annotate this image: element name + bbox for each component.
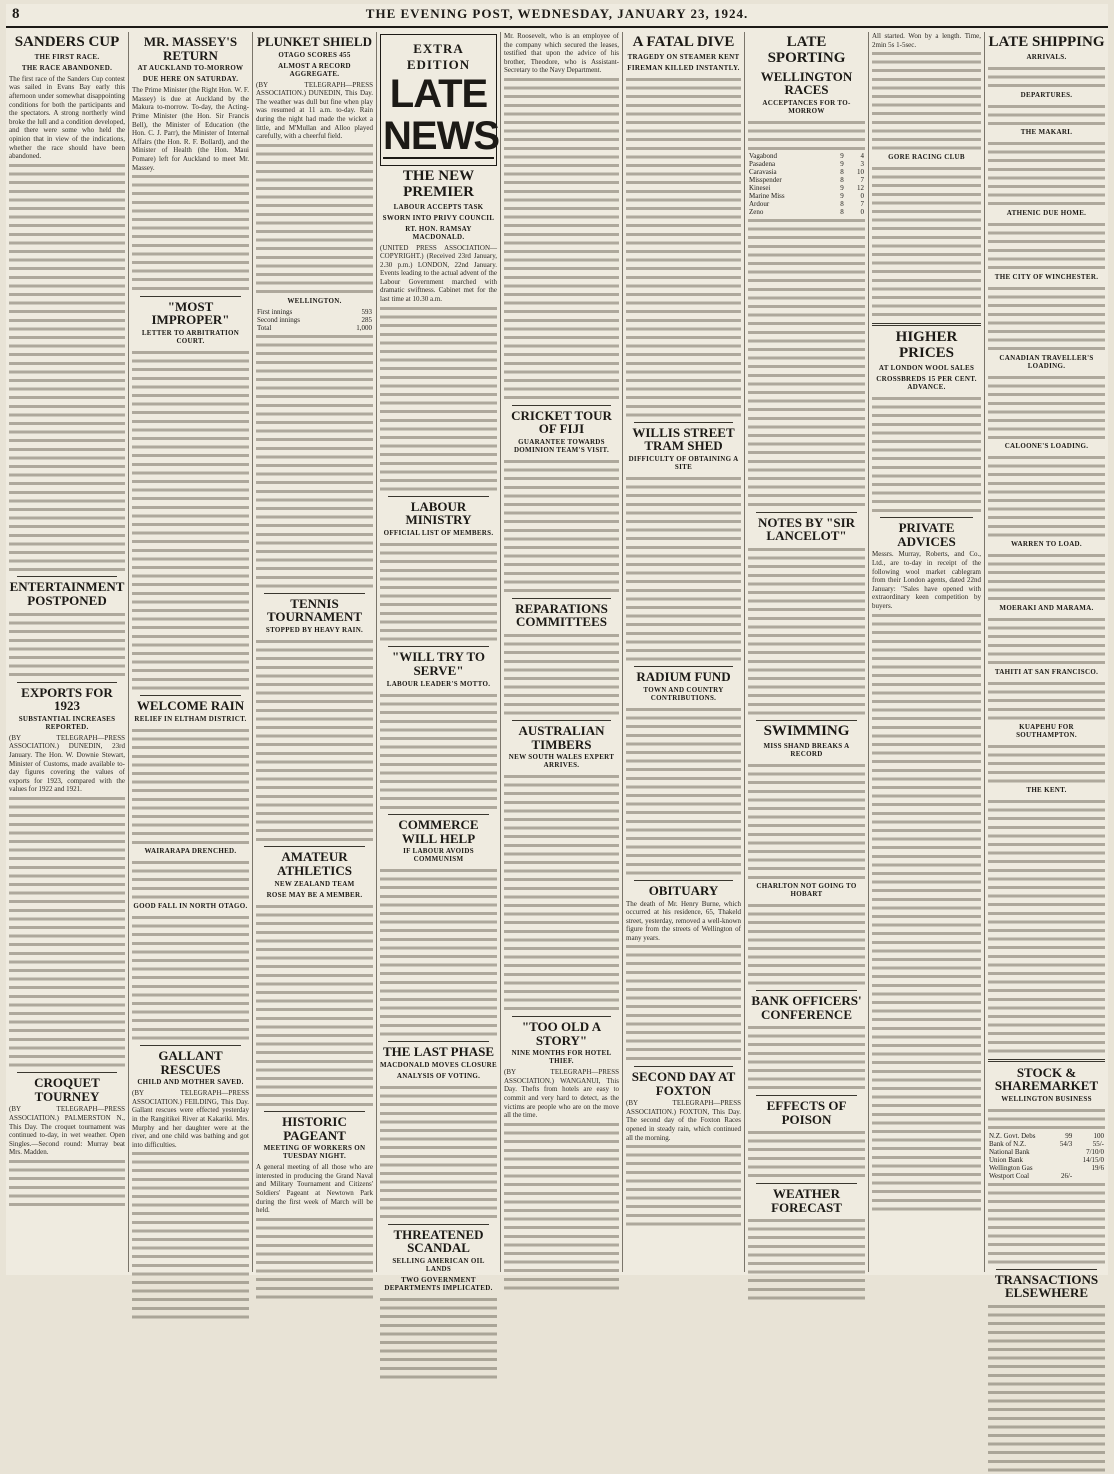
table-cell: 54/3 <box>1059 1139 1073 1148</box>
table-cell: 9 <box>840 152 844 161</box>
table-cell: Westport Coal <box>989 1171 1030 1180</box>
table-cell: 4 <box>860 152 864 161</box>
headline-tram-shed: WILLIS STREET TRAM SHED <box>632 424 735 454</box>
body-text <box>256 637 373 843</box>
table-cell <box>1073 1172 1105 1180</box>
headline-massey: MR. MASSEY'S RETURN <box>143 34 238 63</box>
table-row <box>988 1140 1105 1148</box>
column-2 <box>129 32 253 1272</box>
table-cell: 8 <box>840 208 844 217</box>
subhead: TOWN AND COUNTRY CONTRIBUTIONS. <box>643 685 724 702</box>
body-text <box>256 141 373 296</box>
body-text <box>504 457 619 595</box>
table-row <box>748 200 865 208</box>
table-cell: 1,000 <box>356 323 372 332</box>
subhead: TRAGEDY ON STEAMER KENT <box>627 52 740 61</box>
body-text <box>988 1106 1105 1132</box>
body-text <box>748 216 865 508</box>
headline-fatal-dive: A FATAL DIVE <box>632 34 735 50</box>
table-cell: Pasadena <box>749 160 776 169</box>
subhead: THE KENT. <box>1026 785 1067 794</box>
headline-radium-fund: RADIUM FUND <box>636 669 731 685</box>
headline-welcome-rain: WELCOME RAIN <box>136 697 245 713</box>
table-cell: 26/- <box>1060 1171 1073 1180</box>
table-row <box>748 168 865 176</box>
subhead: ACCEPTANCES FOR TO-MORROW <box>762 98 851 115</box>
subhead: CHILD AND MOTHER SAVED. <box>137 1078 244 1087</box>
table-cell: 7/10/0 <box>1086 1147 1104 1156</box>
headline-cricket-fiji: CRICKET TOUR OF FIJI <box>511 407 612 437</box>
body-text <box>626 474 741 663</box>
body-text <box>988 284 1105 353</box>
subhead: ATHENIC DUE HOME. <box>1006 209 1087 218</box>
table-cell: Caravasia <box>749 168 777 177</box>
subhead: STOPPED BY HEAVY RAIN. <box>265 625 364 634</box>
body-text <box>988 679 1105 722</box>
table-row <box>748 160 865 168</box>
headline-higher-prices: HIGHER PRICES <box>895 329 958 361</box>
table-cell: N.Z. Govt. Debs <box>989 1131 1036 1140</box>
table-row <box>748 184 865 192</box>
body-text <box>132 913 249 1042</box>
headline-plunket-shield: PLUNKET SHIELD <box>257 34 372 49</box>
subhead: DIFFICULTY OF OBTAINING A SITE <box>628 455 739 472</box>
table-cell: Zeno <box>749 208 764 217</box>
body-text <box>988 797 1105 1055</box>
table-cell: 8 <box>840 200 844 209</box>
subhead: NEW SOUTH WALES EXPERT ARRIVES. <box>508 753 615 770</box>
headline-late-shipping: LATE SHIPPING <box>988 34 1105 50</box>
table-cell: 12 <box>857 184 864 193</box>
table-cell: 3 <box>860 160 864 169</box>
body-text <box>9 610 125 679</box>
table-cell: Vagabond <box>749 152 777 161</box>
body-text <box>748 118 865 152</box>
article-text: (BY TELEGRAPH—PRESS ASSOCIATION.) FOXTON, This Day. The second day of the Foxton Races opened in steady rain, which continued all the morning. <box>626 1099 741 1142</box>
article-text: (BY TELEGRAPH—PRESS ASSOCIATION.) DUNEDIN, 23rd January. The Hon. W. Downie Stewart, Minister of Customs, made available to-day figures covering the values of exports for 1923, compared with the values for 1922 and 1921. <box>9 733 125 794</box>
body-text <box>988 1302 1105 1474</box>
subhead: AT LONDON WOOL SALES <box>878 363 975 372</box>
table-cell: Union Bank <box>989 1155 1024 1164</box>
table-cell: 7 <box>860 200 864 209</box>
body-text <box>256 1215 373 1301</box>
headline-reparations: REPARATIONS COMMITTEES <box>515 600 608 630</box>
subhead: ROSE MAY BE A MEMBER. <box>266 890 363 899</box>
subhead: DEPARTURES. <box>1020 90 1073 99</box>
subhead: LABOUR ACCEPTS TASK <box>393 202 484 211</box>
body-text <box>380 1083 497 1221</box>
headline-new-premier: THE NEW PREMIER <box>402 168 475 200</box>
subhead: MOERAKI AND MARAMA. <box>999 603 1094 612</box>
body-text <box>380 304 497 493</box>
table-row <box>988 1132 1105 1140</box>
body-text <box>380 866 497 1038</box>
body-text <box>9 794 125 1069</box>
body-text <box>748 761 865 881</box>
table-row <box>748 176 865 184</box>
subhead: SWORN INTO PRIVY COUNCIL <box>382 213 495 222</box>
subhead: CALOONE'S LOADING. <box>1004 442 1089 451</box>
body-text <box>132 172 249 292</box>
headline-effects-of-poison: EFFECTS OF POISON <box>766 1098 847 1127</box>
table-cell <box>1054 1156 1074 1164</box>
table-row <box>748 152 865 160</box>
body-text <box>9 1157 125 1209</box>
body-text <box>132 726 249 846</box>
table-cell: 285 <box>361 315 372 324</box>
headline-bank-officers: BANK OFFICERS' CONFERENCE <box>751 992 862 1022</box>
table-cell: Misspender <box>749 176 782 185</box>
body-text <box>380 1295 497 1381</box>
headline-gallant-rescues: GALLANT RESCUES <box>158 1047 223 1077</box>
headline-labour-ministry: LABOUR MINISTRY <box>405 498 472 528</box>
body-text <box>988 64 1105 90</box>
headline-most-improper: "MOST IMPROPER" <box>151 298 230 328</box>
article-text: The Prime Minister (the Right Hon. W. F. Massey) is due at Auckland by the Makura to-morrow. To-day, the Acting-Prime Minister (the Hon. Sir Francis Bell), the Minister of Education (the Hon. C. J. Parr), the Minister of Internal Affairs (the Hon. R. F. Bollard), and the Minister of Health (the Hon. Maui Pomare) left for Auckland to meet Mr. Massey. <box>132 86 249 172</box>
subhead: GORE RACING CLUB <box>888 153 965 162</box>
subhead: GOOD FALL IN NORTH OTAGO. <box>133 901 248 910</box>
body-text <box>504 772 619 1013</box>
extra-edition: EXTRA EDITION <box>406 41 471 72</box>
body-text <box>988 453 1105 539</box>
table-cell: 19/6 <box>1091 1163 1104 1172</box>
table-cell: 9 <box>840 184 844 193</box>
subhead: OFFICIAL LIST OF MEMBERS. <box>383 529 494 538</box>
column-8 <box>869 32 985 1272</box>
subhead: CHARLTON NOT GOING TO HOBART <box>756 881 857 898</box>
headline-swimming: SWIMMING <box>763 722 850 739</box>
headline-threatened-scandal: THREATENED SCANDAL <box>393 1226 484 1256</box>
table-row <box>748 208 865 216</box>
column-9 <box>985 32 1108 1301</box>
subhead: SELLING AMERICAN OIL LANDS <box>392 1256 485 1273</box>
subhead: MISS SHAND BREAKS A RECORD <box>763 741 850 758</box>
table-cell: Marine Miss <box>749 192 785 201</box>
body-text <box>748 1216 865 1302</box>
body-text <box>988 742 1105 785</box>
table-cell: 593 <box>361 307 372 316</box>
subhead: RELIEF IN ELTHAM DISTRICT. <box>134 714 247 723</box>
subhead: NINE MONTHS FOR HOTEL THIEF. <box>511 1049 612 1066</box>
table-cell: 55/- <box>1092 1139 1104 1148</box>
subhead: LABOUR LEADER'S MOTTO. <box>386 679 491 688</box>
headline-entertainment: ENTERTAINMENT POSTPONED <box>9 579 125 609</box>
subhead: DUE HERE ON SATURDAY. <box>142 75 239 84</box>
table-cell: 0 <box>860 208 864 217</box>
table-row <box>256 324 373 332</box>
subhead: OTAGO SCORES 455 <box>278 50 351 59</box>
body-text <box>380 691 497 811</box>
body-text <box>132 348 249 692</box>
headline-exports: EXPORTS FOR 1923 <box>21 684 113 714</box>
table-cell: 99 <box>1065 1131 1073 1140</box>
subhead: THE CITY OF WINCHESTER. <box>994 272 1099 281</box>
body-text <box>988 1180 1105 1266</box>
body-text <box>256 902 373 1108</box>
headline-too-old-a-story: "TOO OLD A STORY" <box>521 1019 602 1048</box>
stock-table <box>988 1132 1105 1180</box>
subhead: WELLINGTON BUSINESS <box>1001 1094 1092 1103</box>
article-text: (UNITED PRESS ASSOCIATION—COPYRIGHT.) (Received 23rd January, 2.30 p.m.) LONDON, 22nd January. Events leading to the actual advent of the Labour Government marched with dramatic swiftness. Cabinet met for the last time at 10.30 a.m. <box>380 243 497 304</box>
body-text <box>872 49 981 152</box>
body-text <box>626 1142 741 1228</box>
body-text <box>748 1023 865 1092</box>
table-cell <box>1054 1148 1074 1156</box>
headline-obituary: OBITUARY <box>648 882 719 898</box>
table-row <box>988 1156 1105 1164</box>
headline-wellington-races: WELLINGTON RACES <box>760 68 853 98</box>
article-text: (BY TELEGRAPH—PRESS ASSOCIATION.) FEILDING, This Day. Gallant rescues were effected yesterday in the Rangitikei River at Kakariki. Mrs. Murphy and her daughter were at the river, and one child was bathing and got into difficulties. <box>132 1089 249 1149</box>
body-text <box>132 858 249 901</box>
body-text <box>132 1149 249 1321</box>
subhead: THE FIRST RACE. <box>34 52 100 61</box>
table-cell: Kinesei <box>749 184 771 193</box>
subhead: LETTER TO ARBITRATION COURT. <box>141 328 240 345</box>
subhead: NEW ZEALAND TEAM <box>274 879 355 888</box>
body-text <box>504 1120 619 1292</box>
masthead <box>6 4 1108 28</box>
body-text <box>626 75 741 419</box>
body-text <box>988 102 1105 128</box>
body-text <box>872 164 981 319</box>
subhead: SUBSTANTIAL INCREASES REPORTED. <box>18 714 116 731</box>
column-1 <box>6 32 129 1272</box>
late-news-box <box>380 34 497 166</box>
table-cell: Ardour <box>749 200 770 209</box>
body-text <box>988 373 1105 442</box>
headline-commerce: COMMERCE WILL HELP <box>398 816 479 846</box>
column-7 <box>745 32 869 1272</box>
article-text: Messrs. Murray, Roberts, and Co., Ltd., are to-day in receipt of the following wool market cablegram from their London agents, dated 22nd January: "Sales have opened with extraordinary keen competition by buyers. <box>872 550 981 610</box>
table-row <box>748 192 865 200</box>
body-text <box>626 705 741 877</box>
subhead: THE RACE ABANDONED. <box>21 63 113 72</box>
body-text <box>626 942 741 1062</box>
subhead: WARREN TO LOAD. <box>1011 540 1082 549</box>
headline-private-advices: PRIVATE ADVICES <box>897 520 956 549</box>
table-cell: 8 <box>840 176 844 185</box>
subhead: TAHITI AT SAN FRANCISCO. <box>994 667 1099 676</box>
body-text <box>988 615 1105 667</box>
body-text <box>872 394 981 514</box>
subhead: MACDONALD MOVES CLOSURE <box>380 1060 497 1069</box>
column-4 <box>377 32 501 1292</box>
table-cell: National Bank <box>989 1147 1030 1156</box>
subhead: IF LABOUR AVOIDS COMMUNISM <box>403 847 474 864</box>
newspaper-title: THE EVENING POST, WEDNESDAY, JANUARY 23, 1924. <box>365 6 749 21</box>
subhead: MEETING OF WORKERS ON TUESDAY NIGHT. <box>263 1144 366 1161</box>
headline-croquet: CROQUET TOURNEY <box>34 1075 100 1104</box>
subhead: CANADIAN TRAVELLER'S LOADING. <box>999 353 1094 370</box>
table-cell: 7 <box>860 176 864 185</box>
headline-late-sporting: LATE SPORTING <box>767 34 846 66</box>
subhead: ALMOST A RECORD AGGREGATE. <box>278 61 351 78</box>
table-cell: 8 <box>840 168 844 177</box>
subhead: KUAPEHU FOR SOUTHAMPTON. <box>1016 722 1077 739</box>
table-cell: Wellington Gas <box>989 1163 1033 1172</box>
body-text <box>872 611 981 1213</box>
subhead: FIREMAN KILLED INSTANTLY. <box>627 63 740 72</box>
headline-last-phase: THE LAST PHASE <box>382 1044 495 1060</box>
subhead: ANALYSIS OF VOTING. <box>396 1071 481 1080</box>
table-cell: 10 <box>857 168 864 177</box>
headline-sanders-cup: SANDERS CUP <box>14 34 120 50</box>
headline-tennis: TENNIS TOURNAMENT <box>266 595 363 625</box>
headline-transactions: TRANSACTIONS ELSEWHERE <box>994 1271 1099 1301</box>
headline-stock-sharemarket: STOCK & SHAREMARKET <box>994 1064 1099 1094</box>
subhead: THE MAKARI. <box>1020 128 1073 137</box>
table-row <box>256 308 373 316</box>
article-text: Mr. Roosevelt, who is an employee of the company which secured the leases, testified that upon the advice of his brother, Theodore, who is Assistant-Secretary to the Navy Department. <box>504 32 619 75</box>
subhead: ARRIVALS. <box>1026 52 1067 61</box>
table-cell: 14/15/0 <box>1082 1155 1104 1164</box>
body-text <box>504 75 619 402</box>
table-cell: Total <box>257 323 272 332</box>
body-text <box>256 332 373 590</box>
late-news-banner: LATE NEWS <box>383 72 499 158</box>
subhead: CROSSBREDS 15 PER CENT. ADVANCE. <box>876 374 977 391</box>
article-text: The death of Mr. Henry Burne, which occurred at his residence, 65, Thakeld street, yesterday, removed a well-known figure from the streets of Wellington of many years. <box>626 899 741 942</box>
headline-sir-lancelot: NOTES BY "SIR LANCELOT" <box>757 514 856 544</box>
table-cell: 9 <box>840 160 844 169</box>
article-text: (BY TELEGRAPH—PRESS ASSOCIATION.) WANGANUI, This Day. Thefts from hotels are easy to commit and very hard to detect, as the victims are people who are on the move all the time. <box>504 1068 619 1120</box>
headline-will-try-to-serve: "WILL TRY TO SERVE" <box>392 649 485 678</box>
table-row <box>988 1172 1105 1180</box>
article-text: The first race of the Sanders Cup contest was sailed in Evans Bay early this afternoon under somewhat disappointing conditions for both the participants and the spectators. A strong northerly wind broke the lull and a condition developed, and there were some who held the opinion that in view of the indications, whether the race should have been abandoned. <box>9 74 125 161</box>
article-text: A general meeting of all those who are interested in producing the Grand Naval and Military Tournament and Citizens' Soldiers' Pageant at Newtown Park during the first week of March will be held. <box>256 1163 373 1215</box>
headline-australian-timbers: AUSTRALIAN TIMBERS <box>518 722 605 752</box>
body-text <box>988 551 1105 603</box>
article-text: All started. Won by a length. Time, 2min 5s 1-5sec. <box>872 32 981 49</box>
body-text <box>748 545 865 717</box>
body-text <box>988 220 1105 272</box>
table-cell: 100 <box>1093 1131 1104 1140</box>
newspaper-page <box>6 4 1108 1301</box>
body-text <box>9 161 125 574</box>
article-text: (BY TELEGRAPH—PRESS ASSOCIATION.) PALMERSTON N., This Day. The croquet tournament was continued to-day, in wet weather. Open Singles.—Second round: Murray beat Mrs. Madden. <box>9 1105 125 1157</box>
headline-foxton: SECOND DAY AT FOXTON <box>631 1068 736 1098</box>
body-text <box>988 139 1105 208</box>
article-text: (BY TELEGRAPH—PRESS ASSOCIATION.) DUNEDIN, This Day. The weather was dull but fine when play was resumed at 11 a.m. to-day. Rain during the night had made the wicket a little, and M'Mullan and Alloo played carefully, with a cheerful field. <box>256 80 373 141</box>
table-cell <box>1054 1164 1074 1172</box>
subhead: WAIRARAPA DRENCHED. <box>144 846 237 855</box>
column-3 <box>253 32 377 1272</box>
subhead: RT. HON. RAMSAY MACDONALD. <box>405 224 472 241</box>
body-text <box>380 540 497 643</box>
score-title: WELLINGTON. <box>287 296 342 305</box>
table-cell: Second innings <box>257 315 300 324</box>
table-cell: First innings <box>257 307 293 316</box>
column-5 <box>501 32 623 1272</box>
table-row <box>988 1164 1105 1172</box>
table-cell: Bank of N.Z. <box>989 1139 1026 1148</box>
body-text <box>748 1128 865 1180</box>
column-6 <box>623 32 745 1272</box>
score-table <box>256 308 373 332</box>
headline-pageant: HISTORIC PAGEANT <box>282 1113 347 1143</box>
table-row <box>256 316 373 324</box>
subhead: GUARANTEE TOWARDS DOMINION TEAM'S VISIT. <box>513 438 610 455</box>
headline-athletics: AMATEUR ATHLETICS <box>277 849 352 878</box>
body-text <box>748 901 865 987</box>
subhead: TWO GOVERNMENT DEPARTMENTS IMPLICATED. <box>384 1275 493 1292</box>
body-text <box>504 631 619 717</box>
acceptances-table <box>748 152 865 216</box>
headline-weather: WEATHER FORECAST <box>771 1185 842 1215</box>
table-row <box>988 1148 1105 1156</box>
page-number: 8 <box>12 6 20 22</box>
subhead: AT AUCKLAND TO-MORROW <box>137 64 244 73</box>
table-cell: 0 <box>860 192 864 201</box>
table-cell: 9 <box>840 192 844 201</box>
